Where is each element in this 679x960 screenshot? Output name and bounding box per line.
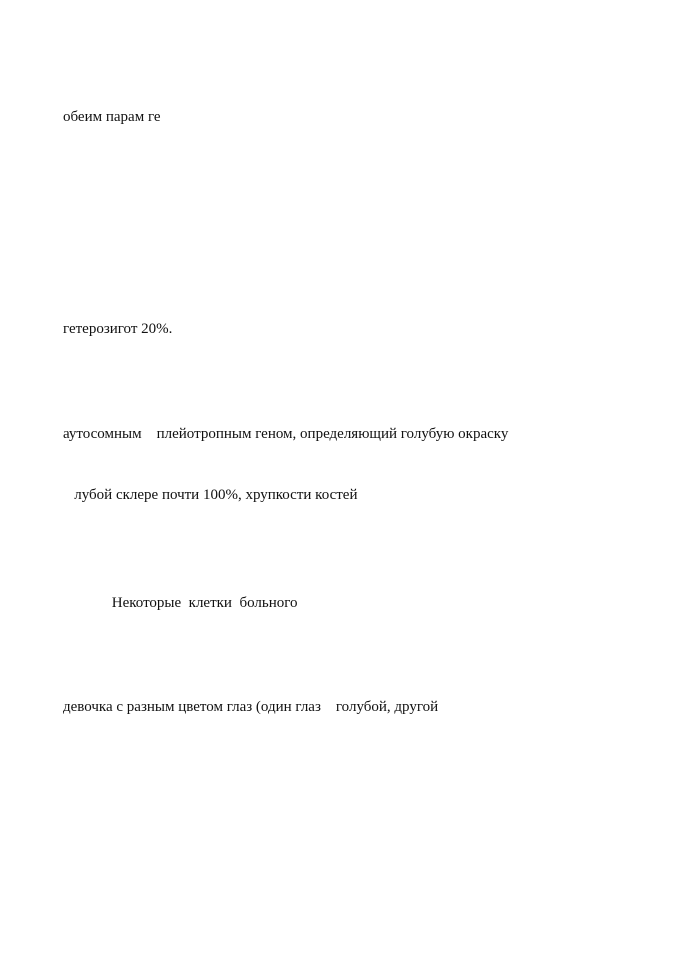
text-line: аутосомным плейотропным геном, определяющий голубую окраску: [63, 426, 509, 442]
text-line: Некоторые клетки больного: [63, 595, 298, 611]
text-line: девочка с разным цветом глаз (один глаз голубой, другой: [63, 699, 439, 715]
text-line: гетерозигот 20%.: [63, 321, 173, 337]
text-line: обеим парам ге: [63, 109, 161, 125]
text-line: лубой склере почти 100%, хрупкости костей: [63, 487, 358, 503]
